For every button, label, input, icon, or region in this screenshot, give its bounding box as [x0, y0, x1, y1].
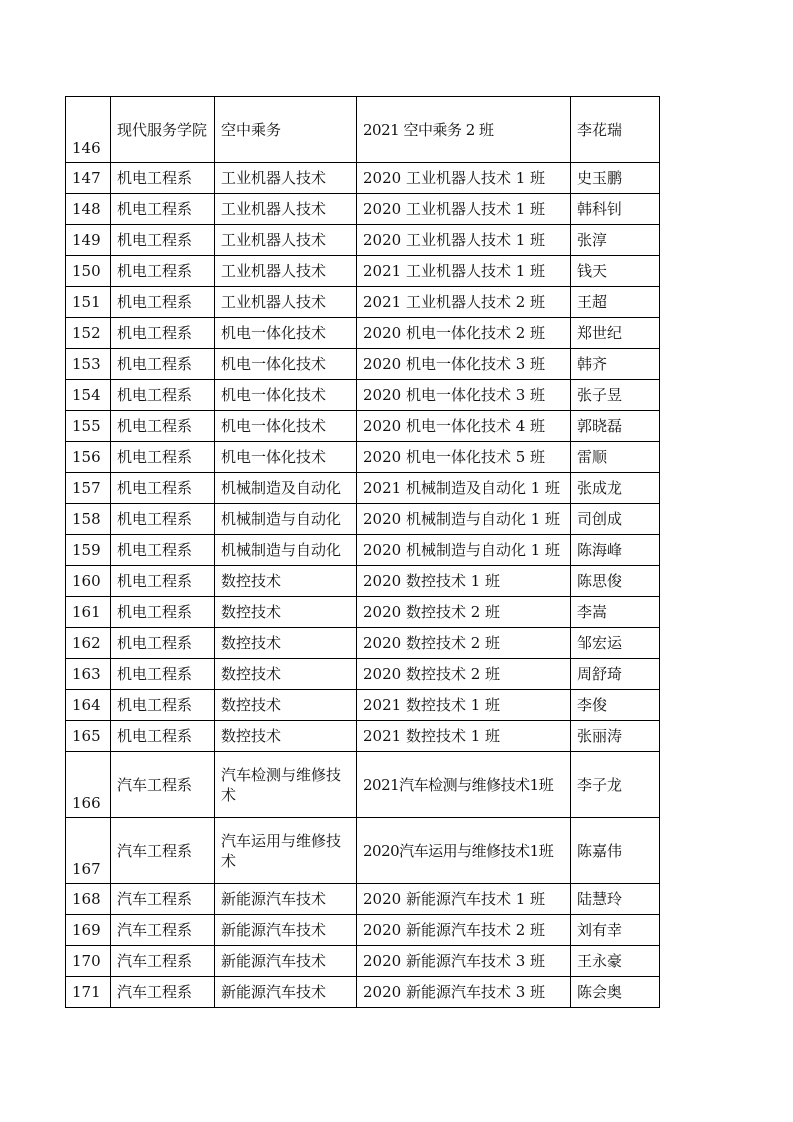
student-name-cell: 刘有幸: [571, 915, 660, 946]
department-cell: 汽车工程系: [111, 752, 215, 818]
table-row: [66, 566, 660, 597]
class-cell: 2020 机械制造与自动化 1 班: [357, 504, 571, 535]
row-number-cell: 166: [66, 752, 111, 818]
table-row: [66, 690, 660, 721]
class-cell: 2020 新能源汽车技术 3 班: [357, 977, 571, 1008]
department-cell: 机电工程系: [111, 287, 215, 318]
department-cell: 现代服务学院: [111, 97, 215, 163]
department-cell: 机电工程系: [111, 566, 215, 597]
major-cell: 新能源汽车技术: [215, 915, 357, 946]
major-cell: 数控技术: [215, 690, 357, 721]
table-row: [66, 628, 660, 659]
student-name-cell: 陈海峰: [571, 535, 660, 566]
major-cell: 数控技术: [215, 566, 357, 597]
student-name-cell: 韩科钊: [571, 194, 660, 225]
major-cell: 机电一体化技术: [215, 380, 357, 411]
major-cell: 工业机器人技术: [215, 287, 357, 318]
department-cell: 机电工程系: [111, 535, 215, 566]
table-row: [66, 287, 660, 318]
major-cell: 机械制造与自动化: [215, 504, 357, 535]
major-cell: 工业机器人技术: [215, 163, 357, 194]
department-cell: 汽车工程系: [111, 946, 215, 977]
major-cell: 工业机器人技术: [215, 194, 357, 225]
department-cell: 汽车工程系: [111, 915, 215, 946]
department-cell: 机电工程系: [111, 659, 215, 690]
class-cell: 2021 数控技术 1 班: [357, 690, 571, 721]
student-name-cell: 张子昱: [571, 380, 660, 411]
major-cell: 汽车检测与维修技术: [215, 752, 357, 818]
table-row: [66, 659, 660, 690]
major-cell: 汽车运用与维修技术: [215, 818, 357, 884]
class-cell: 2020 新能源汽车技术 2 班: [357, 915, 571, 946]
department-cell: 机电工程系: [111, 597, 215, 628]
student-name-cell: 张丽涛: [571, 721, 660, 752]
major-cell: 新能源汽车技术: [215, 884, 357, 915]
table-row: [66, 721, 660, 752]
row-number-cell: 164: [66, 690, 111, 721]
major-cell: 空中乘务: [215, 97, 357, 163]
major-cell: 机电一体化技术: [215, 349, 357, 380]
row-number-cell: 157: [66, 473, 111, 504]
row-number-cell: 167: [66, 818, 111, 884]
department-cell: 机电工程系: [111, 318, 215, 349]
table-row: [66, 349, 660, 380]
student-name-cell: 王超: [571, 287, 660, 318]
class-cell: 2020 机电一体化技术 3 班: [357, 380, 571, 411]
row-number-cell: 154: [66, 380, 111, 411]
student-name-cell: 李花瑞: [571, 97, 660, 163]
student-name-cell: 陈嘉伟: [571, 818, 660, 884]
department-cell: 机电工程系: [111, 163, 215, 194]
major-cell: 机电一体化技术: [215, 442, 357, 473]
row-number-cell: 161: [66, 597, 111, 628]
class-cell: 2021 机械制造及自动化 1 班: [357, 473, 571, 504]
row-number-cell: 146: [66, 97, 111, 163]
student-name-cell: 李子龙: [571, 752, 660, 818]
student-name-cell: 王永豪: [571, 946, 660, 977]
department-cell: 机电工程系: [111, 442, 215, 473]
class-cell: 2020 数控技术 1 班: [357, 566, 571, 597]
row-number-cell: 152: [66, 318, 111, 349]
student-name-cell: 陆慧玲: [571, 884, 660, 915]
class-cell: 2020 工业机器人技术 1 班: [357, 225, 571, 256]
student-name-cell: 张成龙: [571, 473, 660, 504]
department-cell: 机电工程系: [111, 349, 215, 380]
row-number-cell: 149: [66, 225, 111, 256]
class-cell: 2021汽车检测与维修技术1班: [357, 752, 571, 818]
table-row: [66, 884, 660, 915]
major-cell: 机械制造与自动化: [215, 535, 357, 566]
row-number-cell: 159: [66, 535, 111, 566]
class-cell: 2021 工业机器人技术 2 班: [357, 287, 571, 318]
class-cell: 2020 机电一体化技术 2 班: [357, 318, 571, 349]
class-cell: 2020 机电一体化技术 4 班: [357, 411, 571, 442]
table-row: [66, 818, 660, 884]
major-cell: 数控技术: [215, 597, 357, 628]
row-number-cell: 150: [66, 256, 111, 287]
department-cell: 机电工程系: [111, 256, 215, 287]
class-cell: 2020 工业机器人技术 1 班: [357, 194, 571, 225]
department-cell: 机电工程系: [111, 411, 215, 442]
class-cell: 2020 机电一体化技术 5 班: [357, 442, 571, 473]
table-row: [66, 946, 660, 977]
row-number-cell: 168: [66, 884, 111, 915]
roster-body: [66, 97, 660, 1008]
row-number-cell: 160: [66, 566, 111, 597]
department-cell: 机电工程系: [111, 473, 215, 504]
student-name-cell: 郑世纪: [571, 318, 660, 349]
major-cell: 机电一体化技术: [215, 318, 357, 349]
major-cell: 数控技术: [215, 628, 357, 659]
major-cell: 机械制造及自动化: [215, 473, 357, 504]
class-cell: 2021 工业机器人技术 1 班: [357, 256, 571, 287]
class-cell: 2020 数控技术 2 班: [357, 597, 571, 628]
major-cell: 新能源汽车技术: [215, 946, 357, 977]
table-row: [66, 163, 660, 194]
row-number-cell: 147: [66, 163, 111, 194]
class-cell: 2021 空中乘务 2 班: [357, 97, 571, 163]
student-name-cell: 邹宏运: [571, 628, 660, 659]
table-row: [66, 97, 660, 163]
table-row: [66, 752, 660, 818]
row-number-cell: 158: [66, 504, 111, 535]
table-row: [66, 535, 660, 566]
row-number-cell: 171: [66, 977, 111, 1008]
department-cell: 机电工程系: [111, 628, 215, 659]
department-cell: 机电工程系: [111, 721, 215, 752]
class-cell: 2020 工业机器人技术 1 班: [357, 163, 571, 194]
table-row: [66, 194, 660, 225]
student-name-cell: 郭晓磊: [571, 411, 660, 442]
table-row: [66, 473, 660, 504]
student-name-cell: 史玉鹏: [571, 163, 660, 194]
department-cell: 机电工程系: [111, 504, 215, 535]
major-cell: 数控技术: [215, 659, 357, 690]
student-name-cell: 钱天: [571, 256, 660, 287]
student-name-cell: 韩齐: [571, 349, 660, 380]
row-number-cell: 162: [66, 628, 111, 659]
row-number-cell: 155: [66, 411, 111, 442]
row-number-cell: 151: [66, 287, 111, 318]
department-cell: 汽车工程系: [111, 818, 215, 884]
major-cell: 数控技术: [215, 721, 357, 752]
department-cell: 机电工程系: [111, 194, 215, 225]
table-row: [66, 597, 660, 628]
major-cell: 工业机器人技术: [215, 256, 357, 287]
row-number-cell: 153: [66, 349, 111, 380]
student-name-cell: 陈会奥: [571, 977, 660, 1008]
row-number-cell: 169: [66, 915, 111, 946]
class-cell: 2020 数控技术 2 班: [357, 628, 571, 659]
row-number-cell: 170: [66, 946, 111, 977]
class-cell: 2020 机械制造与自动化 1 班: [357, 535, 571, 566]
department-cell: 机电工程系: [111, 690, 215, 721]
department-cell: 汽车工程系: [111, 884, 215, 915]
student-roster-table: [65, 96, 660, 1008]
row-number-cell: 165: [66, 721, 111, 752]
table-row: [66, 915, 660, 946]
department-cell: 机电工程系: [111, 380, 215, 411]
major-cell: 工业机器人技术: [215, 225, 357, 256]
row-number-cell: 156: [66, 442, 111, 473]
student-name-cell: 陈思俊: [571, 566, 660, 597]
class-cell: 2021 数控技术 1 班: [357, 721, 571, 752]
major-cell: 新能源汽车技术: [215, 977, 357, 1008]
table-row: [66, 380, 660, 411]
table-row: [66, 504, 660, 535]
department-cell: 汽车工程系: [111, 977, 215, 1008]
class-cell: 2020 新能源汽车技术 1 班: [357, 884, 571, 915]
student-name-cell: 李俊: [571, 690, 660, 721]
table-row: [66, 225, 660, 256]
table-row: [66, 256, 660, 287]
table-row: [66, 977, 660, 1008]
student-name-cell: 周舒琦: [571, 659, 660, 690]
class-cell: 2020 数控技术 2 班: [357, 659, 571, 690]
table-row: [66, 411, 660, 442]
class-cell: 2020 机电一体化技术 3 班: [357, 349, 571, 380]
table-row: [66, 318, 660, 349]
student-name-cell: 司创成: [571, 504, 660, 535]
student-name-cell: 雷顺: [571, 442, 660, 473]
row-number-cell: 163: [66, 659, 111, 690]
student-name-cell: 李嵩: [571, 597, 660, 628]
class-cell: 2020 新能源汽车技术 3 班: [357, 946, 571, 977]
student-name-cell: 张淳: [571, 225, 660, 256]
table-row: [66, 442, 660, 473]
department-cell: 机电工程系: [111, 225, 215, 256]
major-cell: 机电一体化技术: [215, 411, 357, 442]
class-cell: 2020汽车运用与维修技术1班: [357, 818, 571, 884]
row-number-cell: 148: [66, 194, 111, 225]
